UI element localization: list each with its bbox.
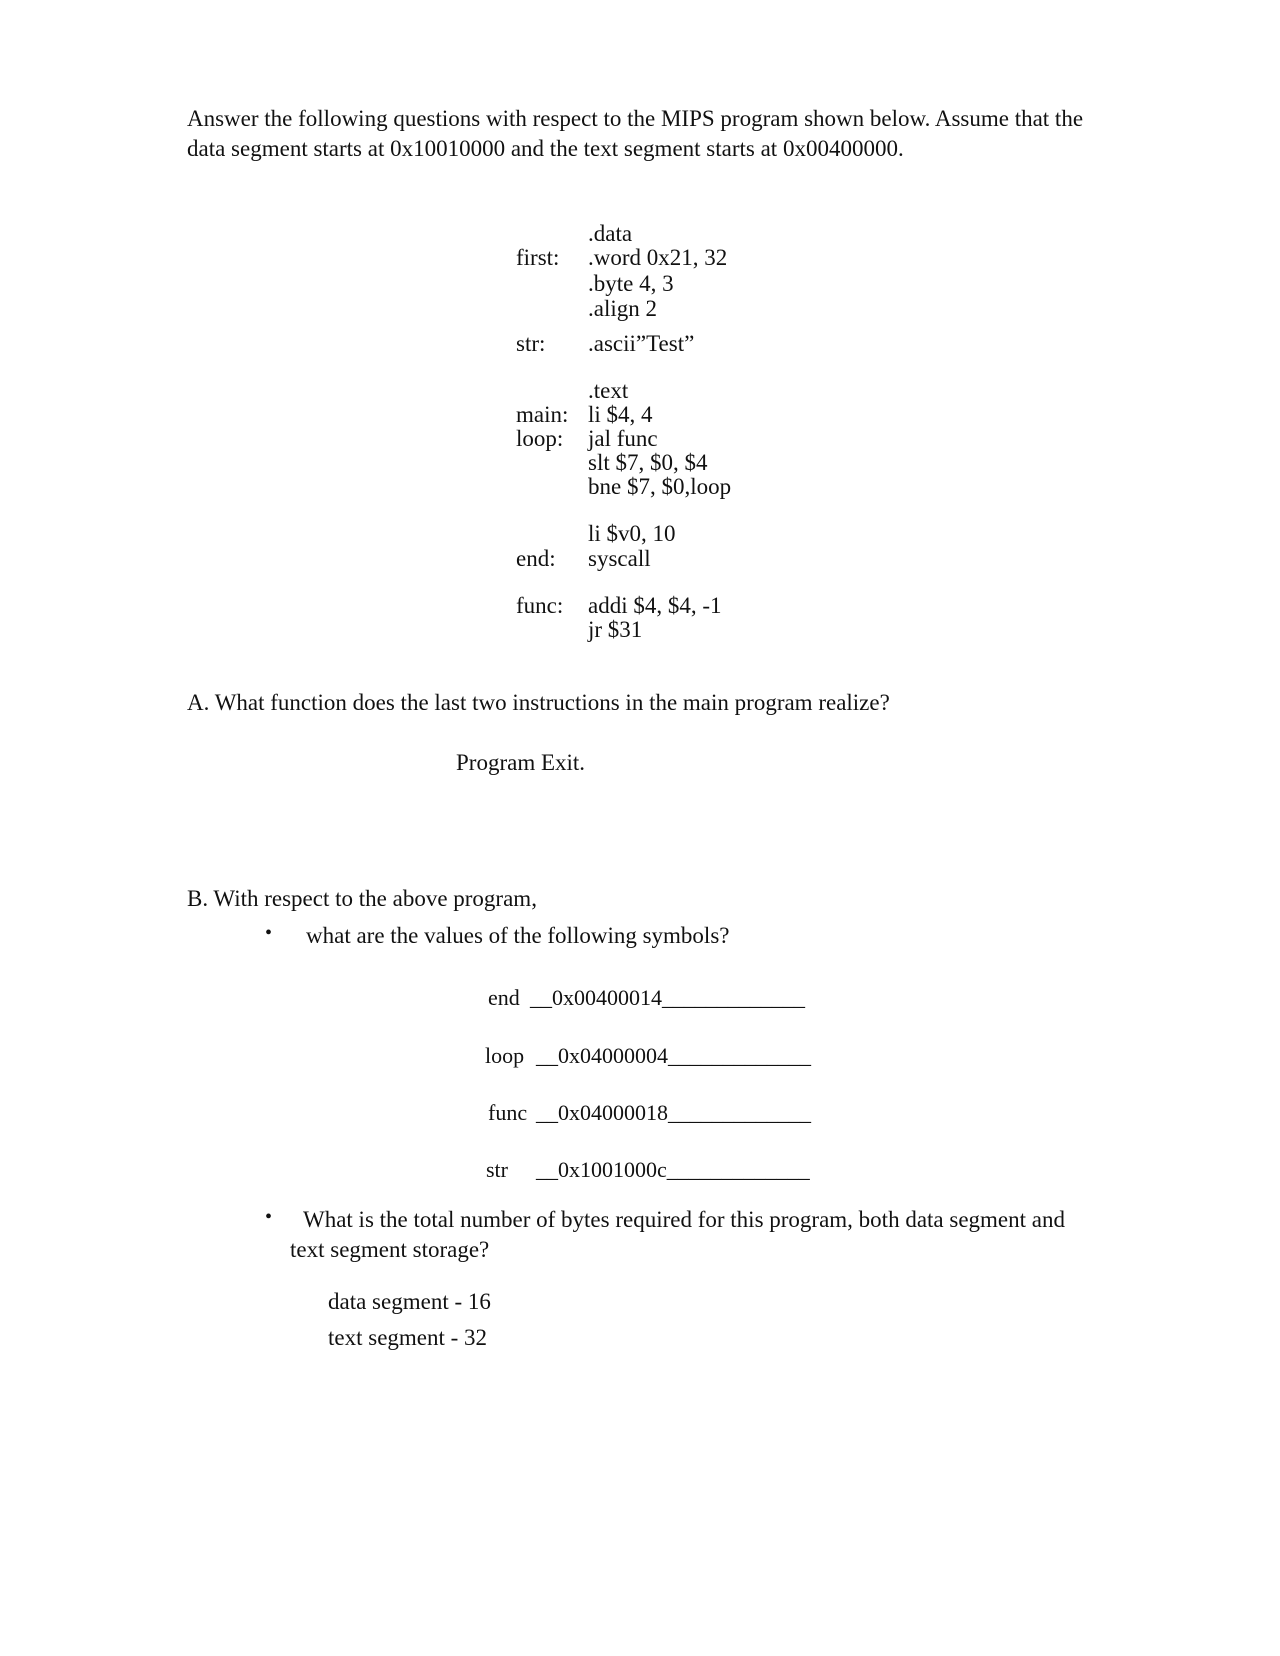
question-b-bullet1: what are the values of the following symbols? bbox=[306, 923, 730, 948]
code-line-text: li $v0, 10 bbox=[588, 521, 676, 546]
code-line-text: jr $31 bbox=[588, 617, 643, 642]
code-line-text: .data bbox=[588, 221, 633, 246]
code-line-text: addi $4, $4, -1 bbox=[588, 593, 722, 618]
symbol-name-str: str bbox=[486, 1157, 508, 1182]
code-line-text: .align 2 bbox=[588, 296, 657, 321]
intro-paragraph: Answer the following questions with respect to the MIPS program shown below. Assume that the data segment starts at 0x10010000 and the text segment starts at 0x00400000. bbox=[187, 106, 1084, 161]
bullet-icon: • bbox=[265, 1206, 273, 1228]
symbol-answer-func: __0x04000018_____________ bbox=[536, 1100, 811, 1125]
code-line-text: syscall bbox=[588, 546, 651, 571]
symbol-answer-loop: __0x04000004_____________ bbox=[536, 1043, 811, 1068]
code-label: main: bbox=[516, 402, 569, 427]
bullet-icon: • bbox=[265, 922, 273, 944]
code-line-text: li $4, 4 bbox=[588, 402, 653, 427]
code-label: end: bbox=[516, 546, 556, 571]
text-segment-answer: text segment - 32 bbox=[328, 1325, 488, 1350]
code-line-text: .text bbox=[588, 378, 629, 403]
code-line-text: .byte 4, 3 bbox=[588, 271, 674, 296]
question-b-bullet2-line2: text segment storage? bbox=[290, 1237, 490, 1262]
code-line-text: .word 0x21, 32 bbox=[588, 245, 728, 270]
symbol-name-loop: loop bbox=[485, 1043, 525, 1068]
question-a-prompt: A. What function does the last two instructions in the main program realize? bbox=[187, 690, 890, 715]
symbol-answer-str: __0x1001000c_____________ bbox=[536, 1157, 810, 1182]
code-label: loop: bbox=[516, 426, 564, 451]
symbol-name-func: func bbox=[488, 1100, 528, 1125]
question-b-bullet2-line1: What is the total number of bytes required for this program, both data segment and bbox=[303, 1207, 1065, 1232]
code-label: str: bbox=[516, 331, 546, 356]
data-segment-answer: data segment - 16 bbox=[328, 1289, 491, 1314]
symbol-name-end: end bbox=[488, 985, 520, 1010]
code-line-text: .ascii”Test” bbox=[588, 331, 695, 356]
code-line-text: bne $7, $0,loop bbox=[588, 474, 732, 499]
code-label: func: bbox=[516, 593, 564, 618]
question-b-prompt: B. With respect to the above program, bbox=[187, 886, 537, 911]
code-line-text: jal func bbox=[588, 426, 658, 451]
symbol-answer-end: __0x00400014_____________ bbox=[530, 985, 805, 1010]
code-label: first: bbox=[516, 245, 560, 270]
question-a-answer: Program Exit. bbox=[456, 750, 586, 775]
code-line-text: slt $7, $0, $4 bbox=[588, 450, 708, 475]
